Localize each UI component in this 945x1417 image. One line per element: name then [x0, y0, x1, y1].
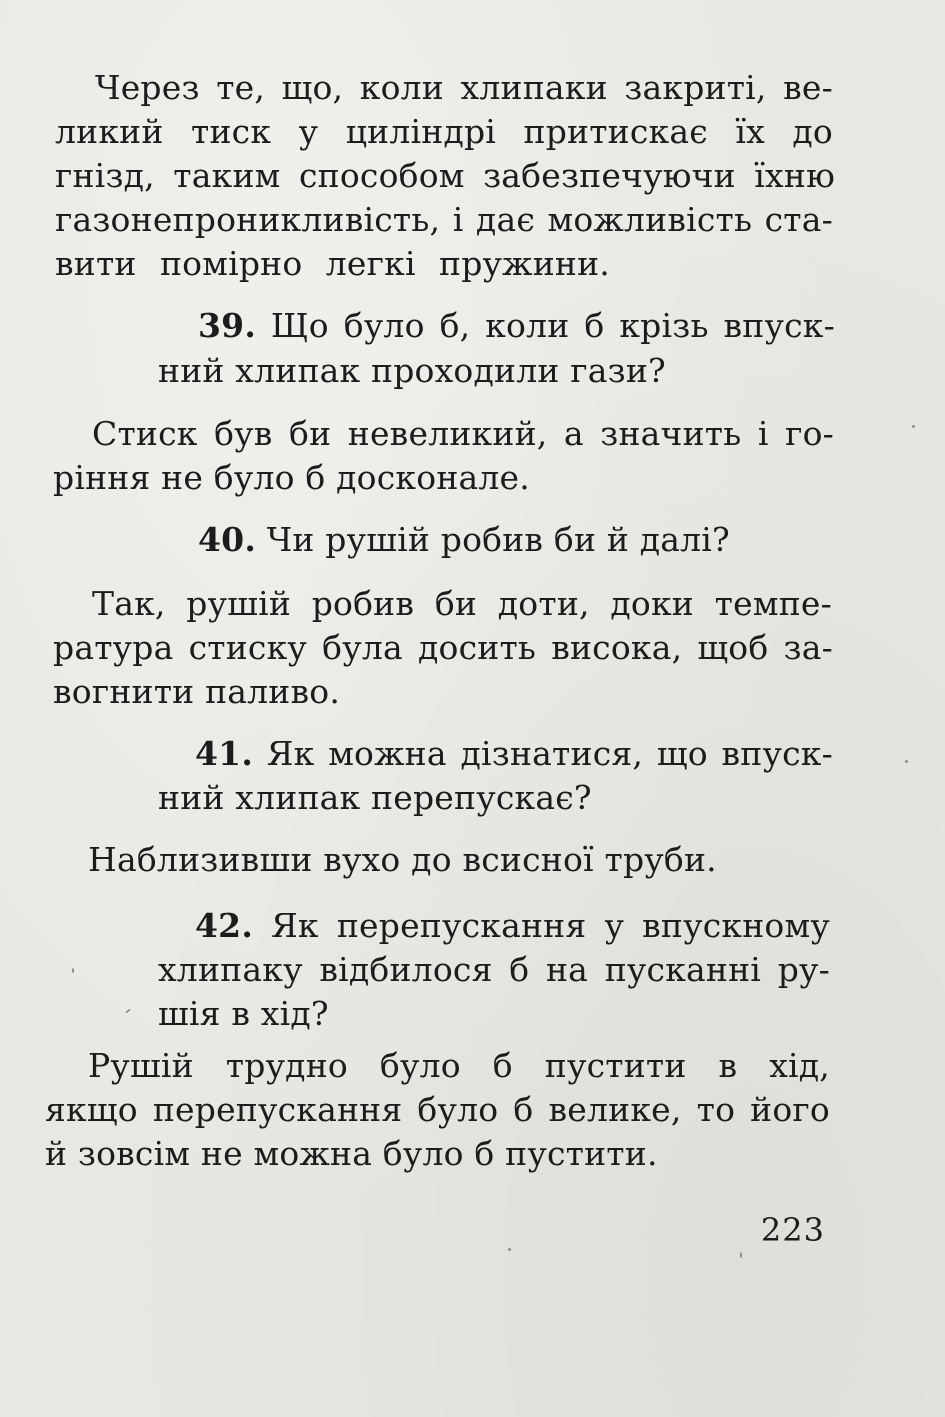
answer-line: й зовсім не можна було б пустити.: [45, 1134, 658, 1173]
question-text: Як перепускання у впускному: [271, 906, 830, 945]
answer-line: вити помірно легкі пружини.: [55, 244, 610, 283]
question-first-line: [198, 518, 730, 562]
paper-speck: [905, 760, 908, 763]
question-line: шія в хід?: [158, 994, 329, 1033]
question-first-line: [198, 304, 835, 348]
paper-speck: [72, 968, 74, 973]
question-line: хлипаку відбилося б на пусканні ру-: [158, 950, 830, 989]
answer-line: ратура стиску була досить висока, щоб за-: [53, 628, 833, 667]
question-number: 40.: [198, 520, 257, 559]
answer-line: ріння не було б досконале.: [53, 458, 530, 497]
paper-speck: [508, 1248, 511, 1251]
paper-speck: [740, 1252, 742, 1258]
answer-line: газонепроникливість, і дає можливість ста-: [55, 200, 833, 239]
question-number: 41.: [195, 734, 254, 773]
answer-line: Рушій трудно було б пустити в хід,: [88, 1046, 830, 1085]
question-text: Як можна дізнатися, що впуск-: [266, 734, 833, 773]
answer-line: Наблизивши вухо до всисної труби.: [88, 840, 717, 879]
question-number: 42.: [195, 906, 254, 945]
answer-line: Стиск був би невеликий, а значить і го-: [92, 414, 834, 453]
answer-line: вогнити паливо.: [53, 672, 341, 711]
question-line: ний хлипак перепускає?: [158, 778, 592, 817]
page-number: 223: [760, 1211, 825, 1249]
answer-line: Так, рушій робив би доти, доки темпе-: [92, 584, 832, 623]
question-number: 39.: [198, 306, 257, 345]
question-first-line: [195, 904, 830, 948]
question-first-line: [195, 732, 833, 776]
answer-line: ликий тиск у циліндрі притискає їх до: [55, 112, 833, 151]
question-line: ний хлипак проходили гази?: [158, 351, 666, 390]
paper-speck: [912, 425, 915, 428]
answer-line: Через те, що, коли хлипаки закриті, ве-: [95, 68, 833, 107]
question-text: Чи рушій робив би й далі?: [266, 520, 730, 559]
question-text: Що було б, коли б крізь впуск-: [270, 306, 835, 345]
answer-line: гнізд, таким способом забезпечуючи їхню: [55, 156, 835, 195]
answer-line: якщо перепускання було б велике, то його: [45, 1090, 830, 1129]
paper-speck: [125, 1008, 131, 1013]
